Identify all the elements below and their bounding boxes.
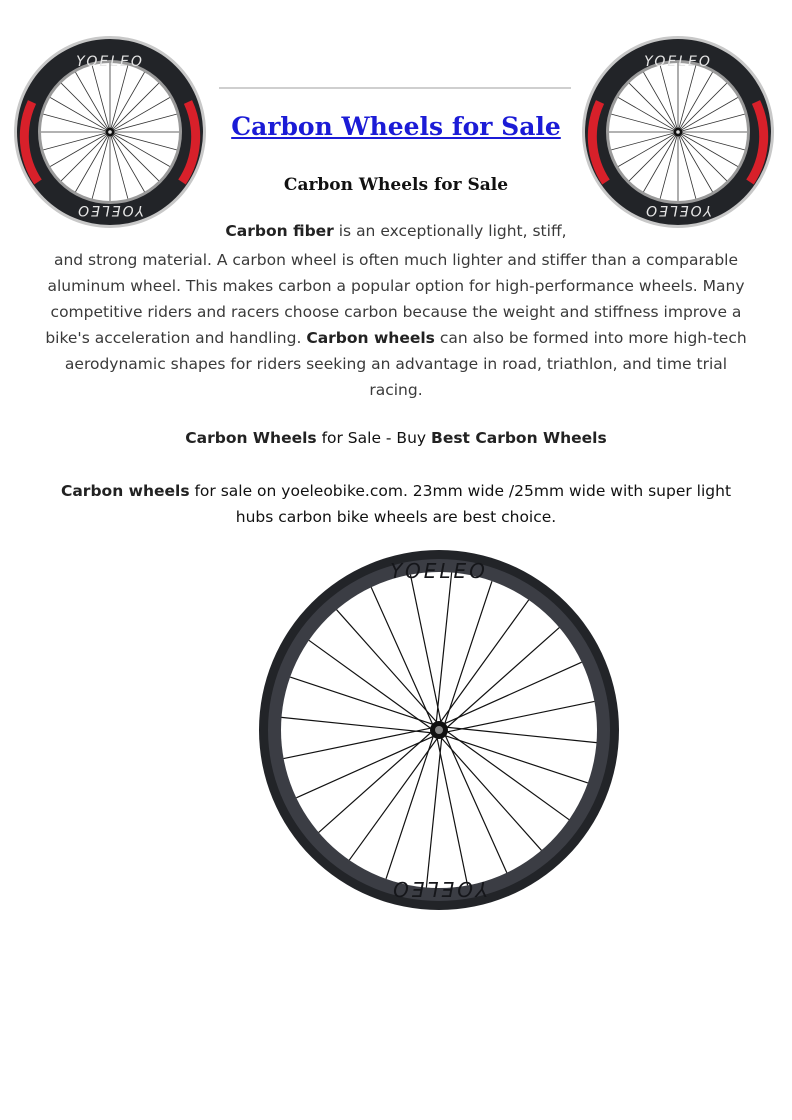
intro-first-line [0,222,792,240]
page-title-link[interactable]: Carbon Wheels for Sale [231,112,561,141]
svg-text:YOELEO: YOELEO [390,877,488,901]
buy-line-mid: for Sale - Buy [316,429,431,447]
section-heading: Carbon Wheels for Sale [283,175,509,195]
intro-first-line-text: is an exceptionally light, stiff, [333,222,567,240]
header-divider [219,87,571,89]
buy-line [0,429,792,447]
intro-paragraph [40,247,752,403]
svg-text:YOELEO: YOELEO [76,202,144,218]
intro-text-b: can also be formed into more high-tech aerodynamic shapes for riders seeking an advantage in road, triathlon, and time trial racing. [64,329,747,399]
intro-text-a: and strong material. A carbon wheel is often much lighter and stiffer than a comparable aluminum wheel. This makes carbon a popular option for high-performance wheels. Many competitive riders and racers choose carbon because the weight and stiffness improve a bike's acceleration and handling. [45,251,745,347]
svg-text:YOELEO: YOELEO [76,54,144,70]
sale-text: for sale on yoeleobike.com. 23mm wide /25mm wide with super light hubs carbon bike wheels are best choice. [189,482,732,526]
sale-paragraph [60,478,732,530]
wheel-image-center [249,540,629,920]
svg-text:YOELEO: YOELEO [390,559,488,583]
buy-line-bold-1: Carbon Wheels [185,429,317,447]
page-title [0,112,792,141]
intro-bold-carbon-wheels: Carbon wheels [306,329,435,347]
sale-bold-carbon-wheels: Carbon wheels [60,482,190,500]
intro-bold-carbon-fiber: Carbon fiber [225,222,334,240]
svg-text:YOELEO: YOELEO [644,202,712,218]
svg-text:YOELEO: YOELEO [644,54,712,70]
buy-line-bold-2: Best Carbon Wheels [431,429,607,447]
